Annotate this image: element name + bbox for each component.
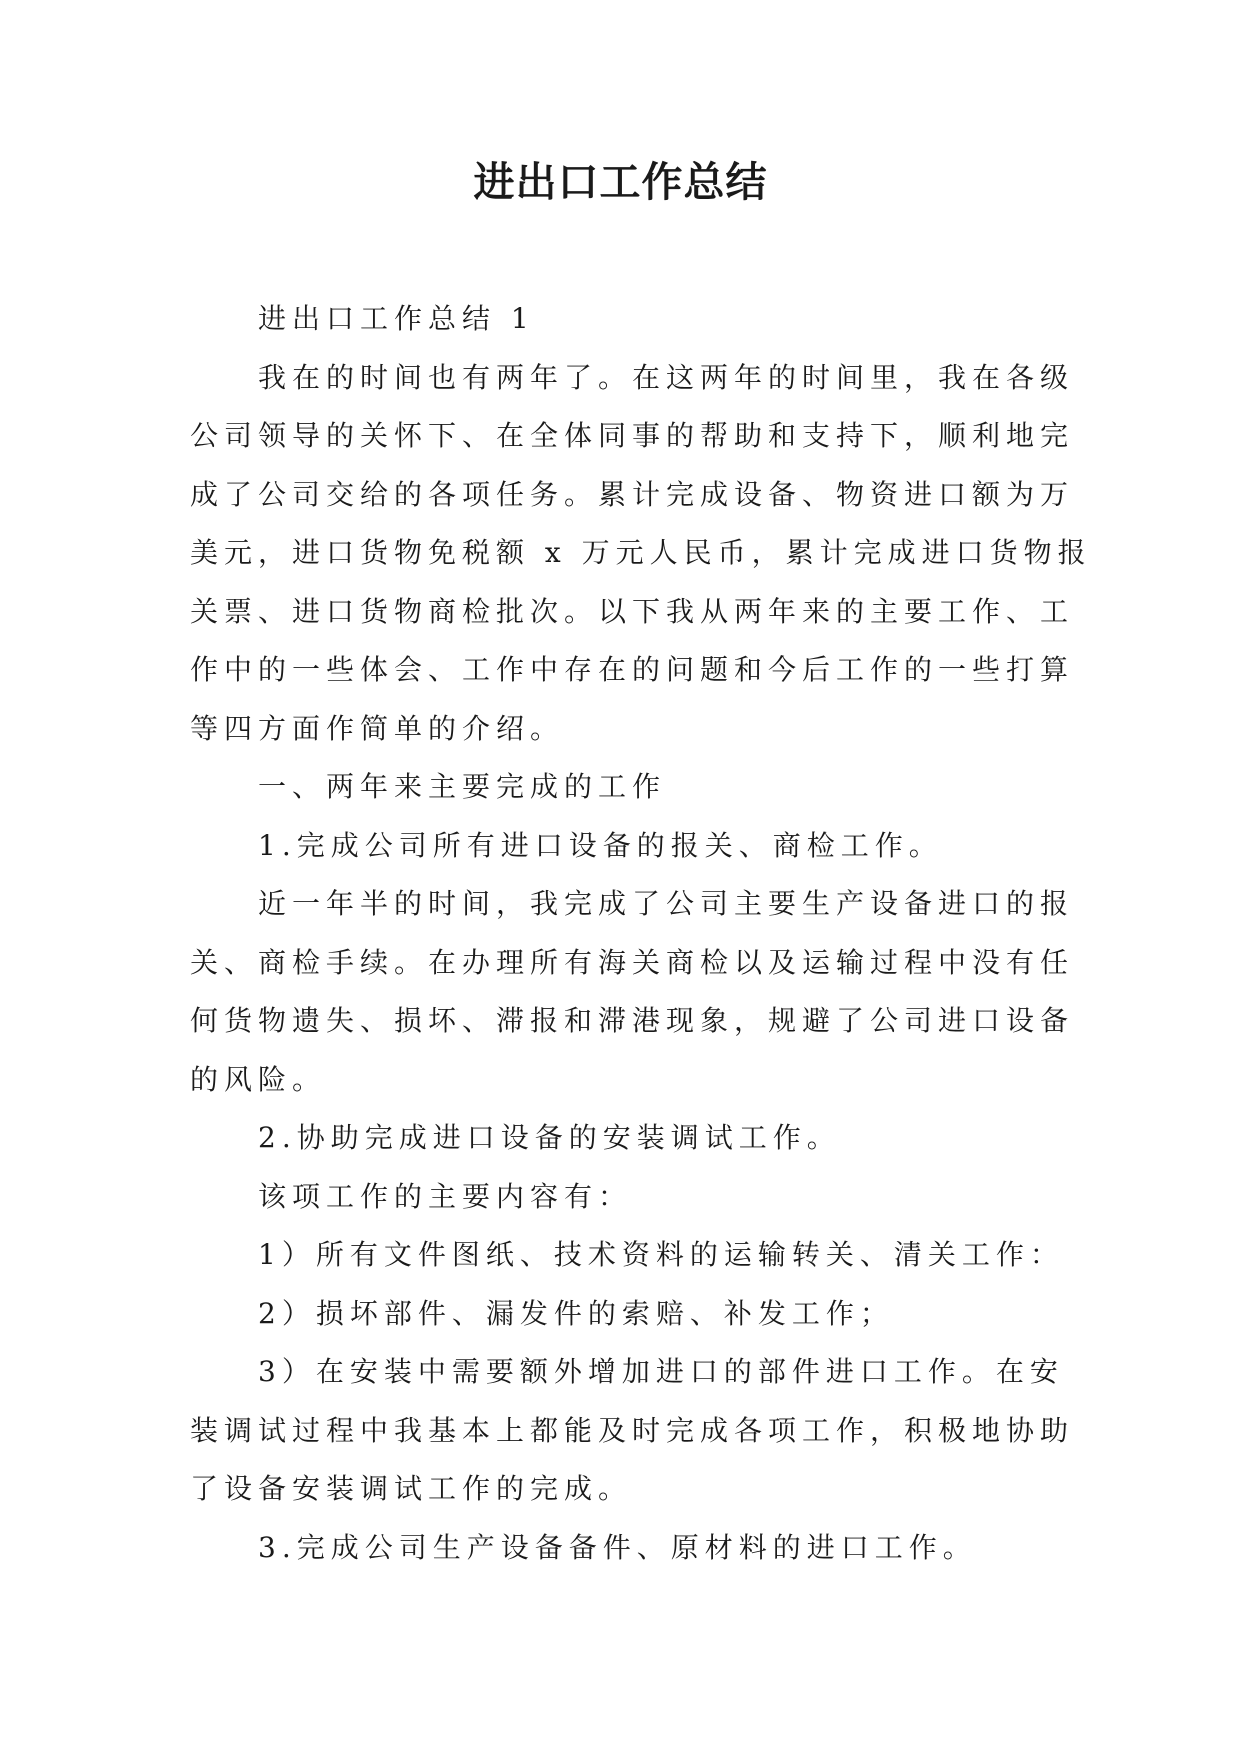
text-line: 公司领导的关怀下、在全体同事的帮助和支持下，顺利地完 (190, 419, 1075, 452)
text-line: 的风险。 (190, 1062, 327, 1096)
document-body (190, 290, 1092, 1577)
text-line: 3）在安装中需要额外增加进口的部件进口工作。在安 (258, 1355, 1064, 1388)
text-line: 我在的时间也有两年了。在这两年的时间里，我在各级 (258, 360, 1075, 394)
text-line: 进出口工作总结 1 (258, 302, 535, 335)
text-line: 何货物遗失、损坏、滞报和滞港现象，规避了公司进口设备 (190, 1004, 1075, 1037)
text-line: 近一年半的时间，我完成了公司主要生产设备进口的报 (258, 887, 1075, 920)
text-line: 作中的一些体会、工作中存在的问题和今后工作的一些打算 (190, 653, 1075, 686)
text-line: 关票、进口货物商检批次。以下我从两年来的主要工作、工 (190, 594, 1075, 628)
text-line: 关、商检手续。在办理所有海关商检以及运输过程中没有任 (190, 945, 1075, 979)
text-line: 装调试过程中我基本上都能及时完成各项工作，积极地协助 (190, 1413, 1075, 1447)
text-line: 成了公司交给的各项任务。累计完成设备、物资进口额为万 (190, 477, 1075, 511)
text-line: 3.完成公司生产设备备件、原材料的进口工作。 (258, 1530, 977, 1564)
text-line: 2）损坏部件、漏发件的索赔、补发工作； (258, 1296, 894, 1330)
text-line: 一、两年来主要完成的工作 (258, 770, 667, 803)
text-line: 了设备安装调试工作的完成。 (190, 1472, 633, 1505)
document-title: 进出口工作总结 (473, 158, 768, 206)
text-line: 1.完成公司所有进口设备的报关、商检工作。 (258, 828, 943, 862)
text-line: 等四方面作简单的介绍。 (190, 711, 565, 745)
text-line: 2.协助完成进口设备的安装调试工作。 (258, 1121, 841, 1154)
text-line: 美元，进口货物免税额 x 万元人民币，累计完成进口货物报 (190, 536, 1092, 569)
text-line: 1）所有文件图纸、技术资料的运输转关、清关工作： (258, 1238, 1064, 1271)
text-line: 该项工作的主要内容有： (258, 1179, 633, 1213)
